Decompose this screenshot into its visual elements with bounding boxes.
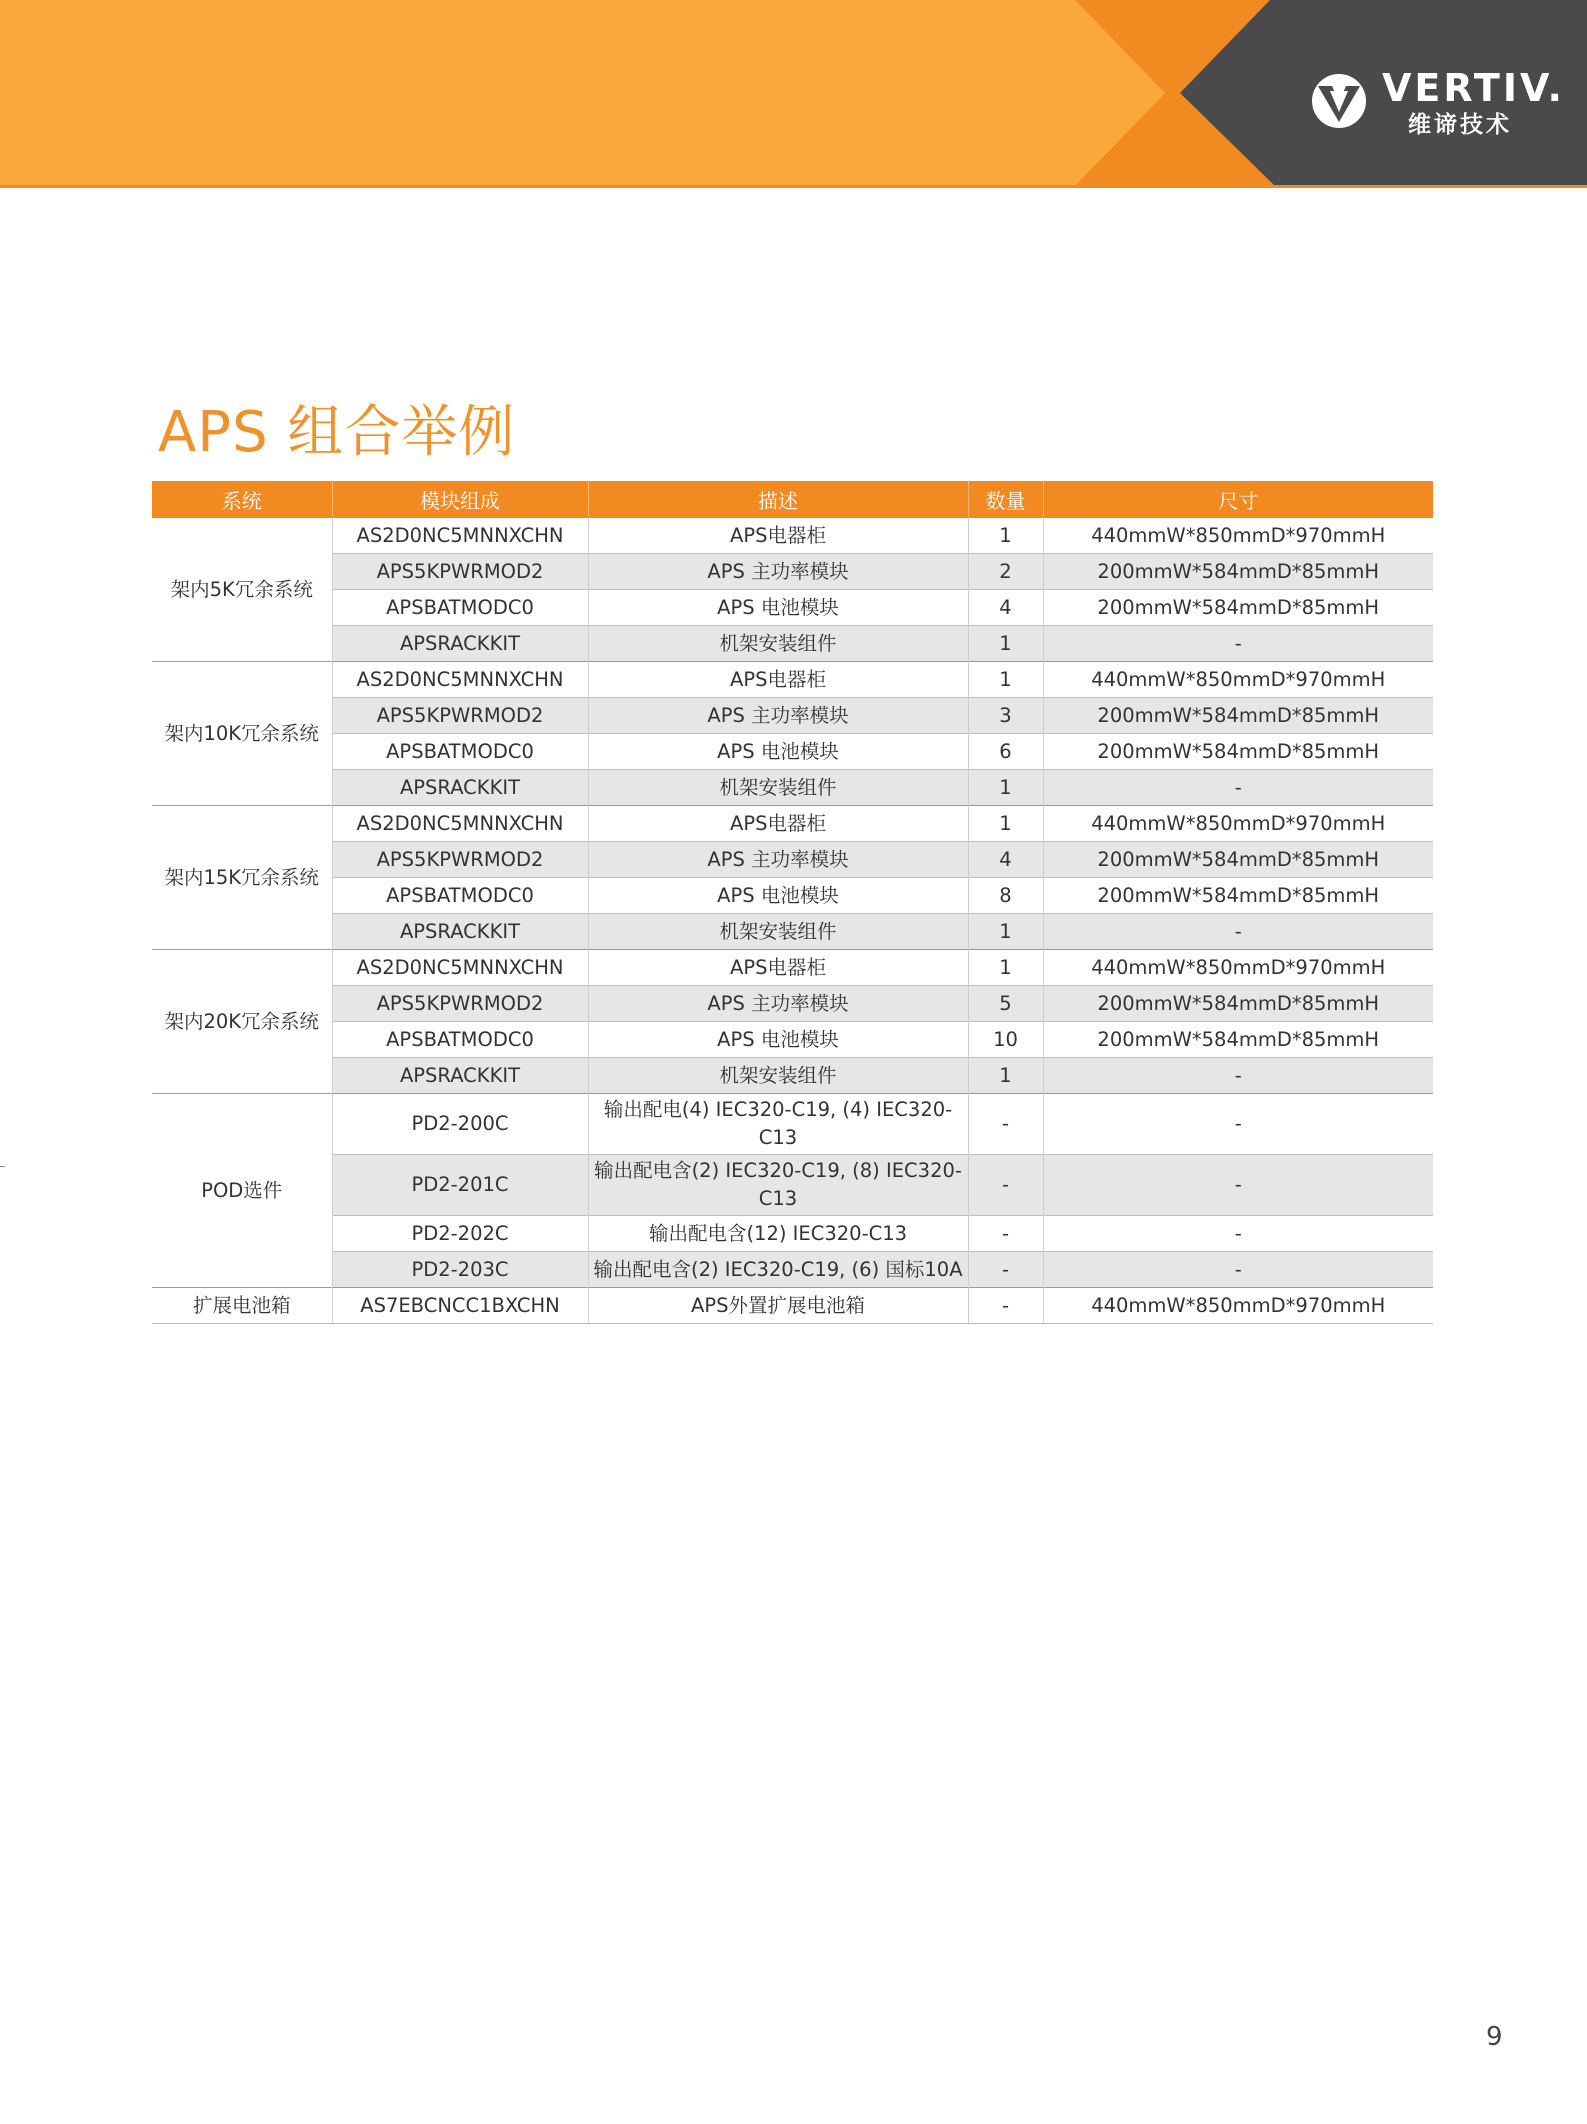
module-dimensions: - <box>1043 1155 1433 1216</box>
module-quantity: 1 <box>968 770 1043 806</box>
module-quantity: 5 <box>968 986 1043 1022</box>
module-description: APS 主功率模块 <box>588 842 968 878</box>
module-dimensions: - <box>1043 1252 1433 1288</box>
module-quantity: 4 <box>968 842 1043 878</box>
module-code: PD2-203C <box>332 1252 588 1288</box>
module-quantity: - <box>968 1155 1043 1216</box>
module-quantity: 8 <box>968 878 1043 914</box>
table-row <box>152 590 1433 626</box>
table-row <box>152 1155 1433 1216</box>
table-header-row <box>152 481 1433 518</box>
module-quantity: 1 <box>968 806 1043 842</box>
system-group-label: POD选件 <box>152 1094 332 1288</box>
module-description: APS 电池模块 <box>588 734 968 770</box>
module-description: 机架安装组件 <box>588 770 968 806</box>
module-dimensions: 200mmW*584mmD*85mmH <box>1043 878 1433 914</box>
system-group-label: 架内15K冗余系统 <box>152 806 332 950</box>
table-row <box>152 770 1433 806</box>
table-row <box>152 662 1433 698</box>
module-description: APS电器柜 <box>588 950 968 986</box>
module-dimensions: 200mmW*584mmD*85mmH <box>1043 1022 1433 1058</box>
module-dimensions: - <box>1043 1058 1433 1094</box>
module-quantity: - <box>968 1288 1043 1324</box>
table-row <box>152 554 1433 590</box>
module-description: 输出配电含(2) IEC320-C19, (6) 国标10A <box>588 1252 968 1288</box>
header-dimensions: 尺寸 <box>1043 481 1433 518</box>
module-code: APS5KPWRMOD2 <box>332 986 588 1022</box>
header-description: 描述 <box>588 481 968 518</box>
module-code: AS2D0NC5MNNXCHN <box>332 662 588 698</box>
vertiv-logo-icon <box>1308 72 1370 130</box>
header-banner <box>0 0 1587 188</box>
module-dimensions: 200mmW*584mmD*85mmH <box>1043 842 1433 878</box>
table-row <box>152 1288 1433 1324</box>
page-number: 9 <box>1486 2022 1503 2052</box>
module-description: APS 主功率模块 <box>588 554 968 590</box>
module-dimensions: 440mmW*850mmD*970mmH <box>1043 518 1433 554</box>
module-code: APSRACKKIT <box>332 1058 588 1094</box>
module-code: APSBATMODC0 <box>332 590 588 626</box>
module-dimensions: - <box>1043 1094 1433 1155</box>
table-row <box>152 734 1433 770</box>
system-group-label: 扩展电池箱 <box>152 1288 332 1324</box>
module-quantity: - <box>968 1252 1043 1288</box>
module-quantity: 1 <box>968 662 1043 698</box>
module-description: APS外置扩展电池箱 <box>588 1288 968 1324</box>
module-code: AS2D0NC5MNNXCHN <box>332 518 588 554</box>
table-row <box>152 518 1433 554</box>
module-dimensions: 200mmW*584mmD*85mmH <box>1043 590 1433 626</box>
module-dimensions: 200mmW*584mmD*85mmH <box>1043 986 1433 1022</box>
module-quantity: 1 <box>968 518 1043 554</box>
module-code: PD2-200C <box>332 1094 588 1155</box>
header-modules: 模块组成 <box>332 481 588 518</box>
module-quantity: 4 <box>968 590 1043 626</box>
module-dimensions: 440mmW*850mmD*970mmH <box>1043 662 1433 698</box>
table-row <box>152 626 1433 662</box>
page-title: APS 组合举例 <box>158 400 516 465</box>
aps-combination-table <box>152 481 1433 1324</box>
table-row <box>152 986 1433 1022</box>
module-description: APS 电池模块 <box>588 1022 968 1058</box>
module-code: AS2D0NC5MNNXCHN <box>332 950 588 986</box>
table-row <box>152 1058 1433 1094</box>
module-dimensions: - <box>1043 770 1433 806</box>
margin-mark <box>0 1166 5 1167</box>
module-dimensions: - <box>1043 1216 1433 1252</box>
module-dimensions: - <box>1043 914 1433 950</box>
brand-wordmark: VERTIV. <box>1382 66 1565 110</box>
table-row <box>152 1216 1433 1252</box>
table-row <box>152 950 1433 986</box>
module-dimensions: 200mmW*584mmD*85mmH <box>1043 734 1433 770</box>
module-description: APS 主功率模块 <box>588 698 968 734</box>
module-code: AS2D0NC5MNNXCHN <box>332 806 588 842</box>
module-code: APS5KPWRMOD2 <box>332 554 588 590</box>
header-system: 系统 <box>152 481 332 518</box>
module-code: PD2-202C <box>332 1216 588 1252</box>
module-code: APSBATMODC0 <box>332 734 588 770</box>
module-dimensions: - <box>1043 626 1433 662</box>
module-quantity: 1 <box>968 914 1043 950</box>
module-code: APSBATMODC0 <box>332 1022 588 1058</box>
module-code: APSRACKKIT <box>332 770 588 806</box>
module-description: 输出配电含(12) IEC320-C13 <box>588 1216 968 1252</box>
module-dimensions: 440mmW*850mmD*970mmH <box>1043 1288 1433 1324</box>
module-dimensions: 200mmW*584mmD*85mmH <box>1043 554 1433 590</box>
header-quantity: 数量 <box>968 481 1043 518</box>
table-row <box>152 1252 1433 1288</box>
table-body <box>152 518 1433 1324</box>
module-quantity: 1 <box>968 950 1043 986</box>
system-group-label: 架内5K冗余系统 <box>152 518 332 662</box>
module-code: APS5KPWRMOD2 <box>332 842 588 878</box>
brand-wordmark-cn: 维谛技术 <box>1408 112 1512 138</box>
table-row <box>152 806 1433 842</box>
module-description: APS 电池模块 <box>588 878 968 914</box>
module-code: PD2-201C <box>332 1155 588 1216</box>
module-description: 机架安装组件 <box>588 914 968 950</box>
module-description: 机架安装组件 <box>588 1058 968 1094</box>
module-code: APSRACKKIT <box>332 914 588 950</box>
module-quantity: 2 <box>968 554 1043 590</box>
module-quantity: 3 <box>968 698 1043 734</box>
module-quantity: 6 <box>968 734 1043 770</box>
table-row <box>152 878 1433 914</box>
module-quantity: 10 <box>968 1022 1043 1058</box>
module-description: APS电器柜 <box>588 518 968 554</box>
module-description: 输出配电含(2) IEC320-C19, (8) IEC320-C13 <box>588 1155 968 1216</box>
module-description: APS 主功率模块 <box>588 986 968 1022</box>
system-group-label: 架内20K冗余系统 <box>152 950 332 1094</box>
table-row <box>152 842 1433 878</box>
module-description: APS电器柜 <box>588 662 968 698</box>
module-dimensions: 440mmW*850mmD*970mmH <box>1043 806 1433 842</box>
module-code: AS7EBCNCC1BXCHN <box>332 1288 588 1324</box>
module-description: APS 电池模块 <box>588 590 968 626</box>
module-code: APSRACKKIT <box>332 626 588 662</box>
module-quantity: - <box>968 1216 1043 1252</box>
table-row <box>152 1094 1433 1155</box>
module-dimensions: 200mmW*584mmD*85mmH <box>1043 698 1433 734</box>
module-quantity: - <box>968 1094 1043 1155</box>
system-group-label: 架内10K冗余系统 <box>152 662 332 806</box>
module-description: 输出配电(4) IEC320-C19, (4) IEC320-C13 <box>588 1094 968 1155</box>
module-code: APS5KPWRMOD2 <box>332 698 588 734</box>
vertiv-logo <box>1308 66 1565 138</box>
module-description: APS电器柜 <box>588 806 968 842</box>
module-quantity: 1 <box>968 1058 1043 1094</box>
table-row <box>152 1022 1433 1058</box>
module-description: 机架安装组件 <box>588 626 968 662</box>
table-row <box>152 698 1433 734</box>
module-dimensions: 440mmW*850mmD*970mmH <box>1043 950 1433 986</box>
table-row <box>152 914 1433 950</box>
module-quantity: 1 <box>968 626 1043 662</box>
module-code: APSBATMODC0 <box>332 878 588 914</box>
